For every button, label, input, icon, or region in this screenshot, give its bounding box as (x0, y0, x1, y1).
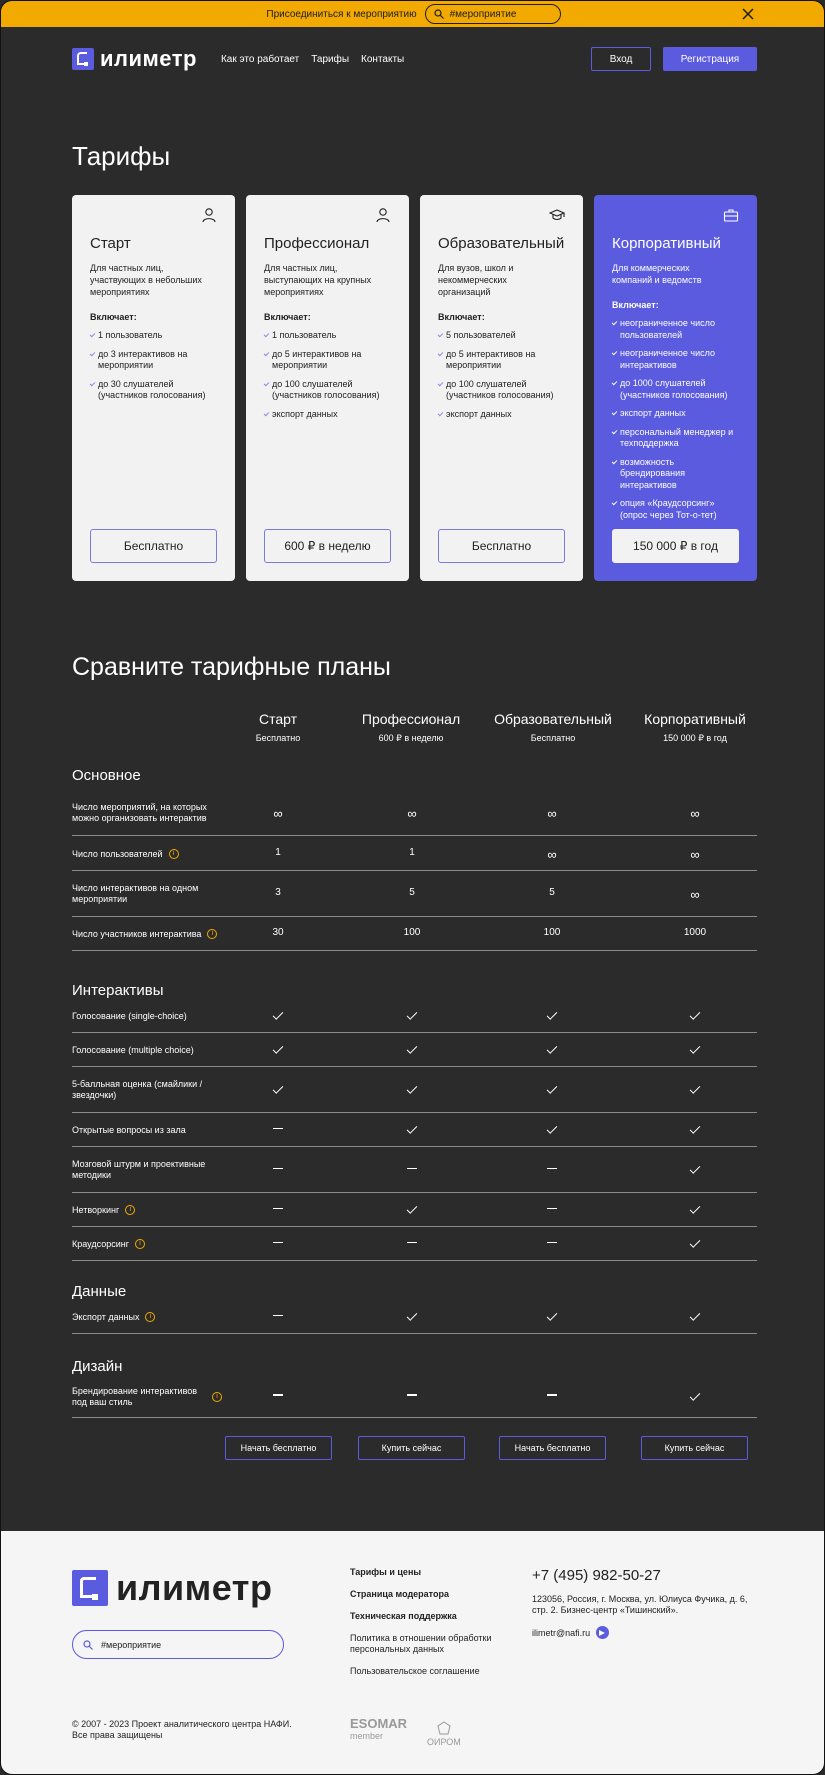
row-value: ∞ (547, 806, 557, 821)
nav-tariffs[interactable]: Тарифы (311, 53, 350, 65)
check-icon (382, 1203, 442, 1214)
feature-item: до 5 интерактивов на мероприятии (438, 349, 565, 372)
dash-icon (248, 1237, 308, 1248)
check-icon (248, 1043, 308, 1054)
row-label-text: Краудсорсинг (72, 1238, 129, 1249)
card-desc: Для коммерческих компаний и ведомств (612, 263, 702, 285)
row-value: 1000 (683, 927, 707, 938)
check-icon (382, 1123, 442, 1134)
footer-contacts (532, 1567, 752, 1639)
dash-icon (522, 1390, 582, 1401)
row-label (72, 917, 222, 951)
dash-icon (522, 1237, 582, 1248)
feature-item: экспорт данных (264, 409, 391, 421)
row-value: ∞ (690, 887, 700, 902)
row-value: ∞ (407, 806, 417, 821)
check-icon (665, 1310, 725, 1321)
logo-icon (72, 48, 94, 70)
card-title: Профессионал (264, 235, 370, 252)
column-name: Корпоративный (644, 711, 746, 727)
card-desc: Для частных лиц, выступающих на крупных мероприятиях (264, 263, 372, 297)
compare-row (72, 1300, 757, 1334)
row-label-text: 5-балльная оценка (смайлики / звездочки) (72, 1079, 203, 1100)
banner-text[interactable]: Присоединиться к мероприятию (266, 8, 417, 20)
check-icon (248, 1009, 308, 1020)
banner-search-value: #мероприятие (449, 8, 517, 20)
card-includes-label: Включает: (90, 312, 137, 322)
dash-icon (248, 1203, 308, 1214)
feature-item: до 5 интерактивов на мероприятии (264, 349, 391, 372)
buy-now-button[interactable]: Купить сейчас (641, 1436, 748, 1460)
dash-icon (382, 1163, 442, 1174)
compare-row (72, 999, 757, 1033)
footer-link-pricing[interactable]: Тарифы и цены (350, 1567, 422, 1577)
row-label-text: Открытые вопросы из зала (72, 1124, 186, 1135)
card-cta-button[interactable]: Бесплатно (90, 529, 217, 563)
compare-row (72, 1033, 757, 1067)
row-value: ∞ (547, 847, 557, 862)
compare-title: Сравните тарифные планы (72, 653, 391, 681)
register-button[interactable]: Регистрация (663, 47, 757, 71)
column-price: 150 000 ₽ в год (663, 733, 727, 743)
feature-item: опция «Краудсорсинг» (опрос через Тот-о-тет) (612, 498, 739, 521)
row-label-text: Число интерактивов на одном мероприятии (72, 883, 199, 904)
column-price: Бесплатно (530, 733, 576, 743)
row-value: ∞ (273, 806, 283, 821)
nav-contacts[interactable]: Контакты (361, 53, 405, 65)
tariff-card-start (72, 195, 235, 581)
row-value: 100 (403, 927, 421, 938)
compare-row (72, 1067, 757, 1113)
column-price: 600 ₽ в неделю (378, 733, 444, 743)
row-label-text: Нетворкинг (72, 1204, 120, 1215)
login-button[interactable]: Вход (591, 47, 651, 71)
row-label-text: Голосование (single-choice) (72, 1010, 187, 1021)
row-label-text: Голосование (multiple choice) (72, 1044, 194, 1055)
top-banner (1, 1, 825, 27)
check-icon (665, 1237, 725, 1248)
check-icon (522, 1310, 582, 1321)
footer-links (350, 1567, 510, 1688)
logo-text: илиметр (116, 1567, 273, 1608)
card-title: Старт (90, 235, 131, 252)
column-name: Старт (258, 711, 298, 727)
row-value: ∞ (690, 806, 700, 821)
row-label (72, 1067, 222, 1113)
dash-icon (248, 1163, 308, 1174)
footer-link-support[interactable]: Техническая поддержка (350, 1611, 457, 1621)
card-includes-label: Включает: (264, 312, 311, 322)
start-free-button[interactable]: Начать бесплатно (499, 1436, 606, 1460)
row-value: 5 (549, 887, 555, 898)
compare-row (72, 1227, 757, 1261)
row-label (72, 1375, 222, 1418)
briefcase-icon (723, 207, 739, 223)
card-desc: Для частных лиц, участвующих в небольших мероприятиях (90, 263, 202, 297)
feature-item: до 100 слушателей (участников голосования) (438, 379, 565, 402)
feature-item: 5 пользователей (438, 330, 565, 342)
oirom-logo (427, 1721, 461, 1747)
section-title: Интерактивы (72, 982, 164, 999)
feature-item: до 100 слушателей (участников голосования) (264, 379, 391, 402)
dash-icon (382, 1390, 442, 1401)
compare-row (72, 1113, 757, 1147)
compare-row (72, 1193, 757, 1227)
card-desc: Для вузов, школ и некоммерческих организаций (438, 263, 514, 297)
buy-now-button[interactable]: Купить сейчас (358, 1436, 465, 1460)
card-includes-label: Включает: (612, 300, 659, 310)
card-includes-label: Включает: (438, 312, 485, 322)
feature-item: персональный менеджер и техподдержка (612, 427, 739, 450)
tariff-card-professional (246, 195, 409, 581)
page-title: Тарифы (72, 141, 171, 171)
esomar-sub: member (350, 1731, 384, 1741)
section-title: Данные (72, 1283, 127, 1300)
row-label (72, 999, 222, 1033)
row-value: 1 (275, 847, 281, 858)
footer-search-value: #мероприятие (101, 1639, 162, 1650)
feature-item: 1 пользователь (264, 330, 391, 342)
feature-item: экспорт данных (612, 408, 739, 420)
card-features (264, 330, 391, 420)
row-value: 3 (275, 887, 281, 898)
banner-search-input[interactable] (425, 4, 561, 24)
footer-search-input[interactable] (72, 1630, 284, 1659)
info-icon[interactable]: i (169, 849, 179, 859)
info-icon[interactable]: i (135, 1239, 145, 1249)
email-row (532, 1626, 752, 1639)
logo[interactable] (72, 46, 197, 72)
card-title: Корпоративный (612, 235, 721, 252)
close-icon[interactable] (740, 6, 756, 22)
oirom-text: ОИРОМ (427, 1737, 461, 1747)
card-cta-button[interactable]: 600 ₽ в неделю (264, 529, 391, 563)
column-name: Профессионал (361, 711, 461, 727)
card-title: Образовательный (438, 235, 565, 252)
check-icon (665, 1123, 725, 1134)
dash-icon (248, 1123, 308, 1134)
esomar-text: ESOMAR (350, 1716, 408, 1731)
card-features (90, 330, 217, 402)
compare-row (72, 1375, 757, 1418)
section-title: Дизайн (72, 1358, 123, 1375)
search-icon (434, 9, 444, 19)
row-label (72, 871, 222, 917)
tariff-card-corporate (594, 195, 757, 581)
feature-item: неограниченное число пользователей (612, 318, 739, 341)
compare-column-start (208, 711, 348, 743)
card-cta-button[interactable]: Бесплатно (438, 529, 565, 563)
row-label (72, 790, 222, 836)
esomar-logo (350, 1718, 407, 1742)
telegram-icon[interactable] (596, 1626, 609, 1639)
check-icon (382, 1083, 442, 1094)
footer-link-moderator[interactable]: Страница модератора (350, 1589, 449, 1599)
start-free-button[interactable]: Начать бесплатно (225, 1436, 332, 1460)
main-nav (221, 54, 416, 65)
compare-row (72, 917, 757, 951)
check-icon (382, 1043, 442, 1054)
user-icon (375, 207, 391, 223)
check-icon (665, 1203, 725, 1214)
check-icon (522, 1123, 582, 1134)
dash-icon (522, 1203, 582, 1214)
row-value: 100 (543, 927, 561, 938)
copyright: © 2007 - 2023 Проект аналитического центра НАФИ. Все права защищены (72, 1719, 292, 1740)
feature-item: до 30 слушателей (участников голосования) (90, 379, 217, 402)
compare-row (72, 1147, 757, 1193)
row-label (72, 1033, 222, 1067)
row-label (72, 1193, 222, 1227)
check-icon (522, 1009, 582, 1020)
dash-icon (248, 1390, 308, 1401)
compare-row (72, 837, 757, 871)
info-icon[interactable]: i (207, 929, 217, 939)
check-icon (248, 1083, 308, 1094)
row-value: 1 (409, 847, 415, 858)
tariff-card-education (420, 195, 583, 581)
card-features (438, 330, 565, 420)
check-icon (382, 1310, 442, 1321)
check-icon (522, 1043, 582, 1054)
feature-item: возможность брендирования интерактивов (612, 457, 739, 492)
check-icon (522, 1083, 582, 1094)
graduation-cap-icon (549, 207, 565, 223)
user-icon (201, 207, 217, 223)
footer-link-agreement[interactable]: Пользовательское соглашение (350, 1666, 480, 1676)
info-icon[interactable]: i (145, 1312, 155, 1322)
nav-how-it-works[interactable]: Как это работает (220, 53, 300, 65)
column-price: Бесплатно (255, 733, 301, 743)
check-icon (665, 1163, 725, 1174)
check-icon (665, 1043, 725, 1054)
address: 123056, Россия, г. Москва, ул. Юлиуса Фучика, д. 6, стр. 2. Бизнес-центр «Тишинский». (532, 1594, 748, 1615)
check-icon (665, 1390, 725, 1401)
check-icon (665, 1009, 725, 1020)
oirom-emblem-icon (437, 1721, 451, 1735)
compare-row (72, 871, 757, 917)
dash-icon (248, 1310, 308, 1321)
dash-icon (522, 1163, 582, 1174)
compare-column-education (483, 711, 623, 743)
section-title: Основное (72, 767, 141, 784)
check-icon (665, 1083, 725, 1094)
footer-logo[interactable] (72, 1567, 272, 1609)
row-value: ∞ (690, 847, 700, 862)
phone[interactable]: +7 (495) 982-50-27 (532, 1567, 661, 1584)
feature-item: неограниченное число интерактивов (612, 348, 739, 371)
feature-item: 1 пользователь (90, 330, 217, 342)
row-label (72, 1227, 222, 1261)
row-label-text: Брендирование интерактивов под ваш стиль (72, 1385, 198, 1407)
check-icon (382, 1009, 442, 1020)
feature-item: до 1000 слушателей (участников голосования) (612, 378, 739, 401)
compare-row (72, 790, 757, 836)
footer-link-privacy[interactable]: Политика в отношении обработки персональных данных (350, 1633, 492, 1654)
row-label (72, 1300, 222, 1334)
row-label (72, 1113, 222, 1147)
row-value: 30 (272, 927, 284, 938)
row-label-text: Число участников интерактива (72, 928, 202, 939)
feature-item: до 3 интерактивов на мероприятии (90, 349, 217, 372)
compare-column-corporate (625, 711, 765, 744)
row-label-text: Экспорт данных (72, 1311, 140, 1322)
info-icon[interactable]: i (125, 1205, 135, 1215)
row-label-text: Число мероприятий, на которых можно организовать интерактив (72, 802, 207, 823)
row-value: 5 (409, 887, 415, 898)
footer (1, 1531, 825, 1775)
compare-column-professional (341, 711, 481, 744)
row-label-text: Число пользователей (72, 848, 163, 859)
feature-item: экспорт данных (438, 409, 565, 421)
search-icon (83, 1640, 93, 1650)
row-label-text: Мозговой штурм и проективные методики (72, 1159, 206, 1180)
column-name: Образовательный (494, 711, 612, 727)
header (72, 45, 757, 73)
logo-text: илиметр (100, 46, 197, 71)
dash-icon (382, 1237, 442, 1248)
row-label (72, 1147, 222, 1193)
card-features (612, 318, 739, 521)
email-link[interactable]: ilimetr@nafi.ru (532, 1627, 591, 1638)
card-cta-button[interactable]: 150 000 ₽ в год (612, 529, 739, 563)
logo-icon (72, 1570, 108, 1606)
row-label (72, 837, 222, 871)
info-icon[interactable]: i (212, 1392, 222, 1402)
